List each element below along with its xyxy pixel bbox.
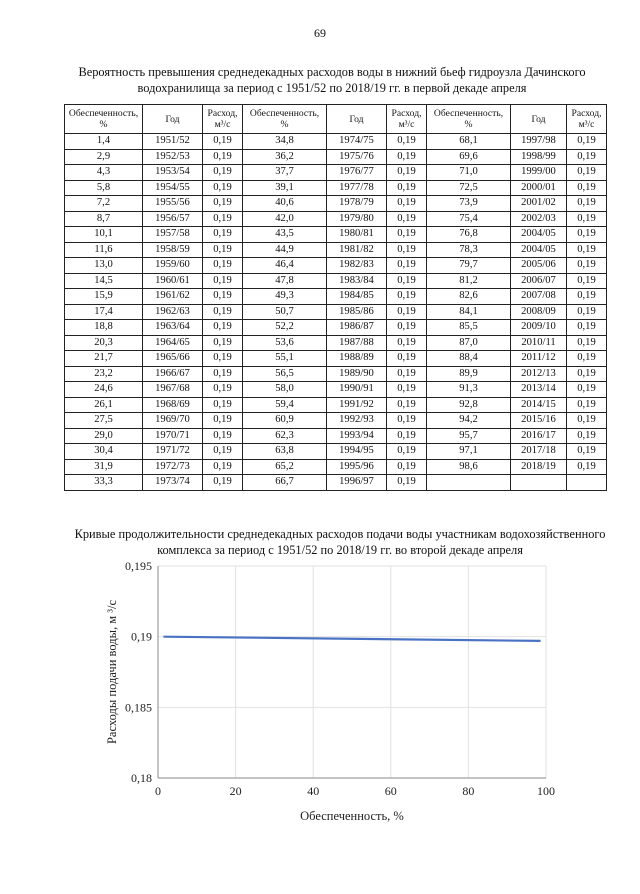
table-cell: 1982/83	[327, 258, 387, 274]
table-cell: 26,1	[65, 397, 143, 413]
table-cell: 2004/05	[511, 242, 567, 258]
y-tick-label: 0,18	[131, 771, 152, 785]
table-cell: 0,19	[387, 211, 427, 227]
table-cell: 0,19	[567, 134, 607, 150]
table-cell: 0,19	[203, 351, 243, 367]
table-row	[65, 289, 607, 305]
table-row	[65, 397, 607, 413]
table-cell: 0,19	[387, 459, 427, 475]
table-cell: 1978/79	[327, 196, 387, 212]
table-cell: 69,6	[427, 149, 511, 165]
table-cell: 0,19	[387, 149, 427, 165]
table-cell: 0,19	[567, 382, 607, 398]
table-cell: 1966/67	[143, 366, 203, 382]
table-cell: 52,2	[243, 320, 327, 336]
table-cell: 1972/73	[143, 459, 203, 475]
table-cell: 21,7	[65, 351, 143, 367]
table-cell: 2017/18	[511, 444, 567, 460]
table-row	[65, 273, 607, 289]
table-cell: 2000/01	[511, 180, 567, 196]
column-header: Год	[511, 105, 567, 134]
table-cell: 2006/07	[511, 273, 567, 289]
table-cell: 1960/61	[143, 273, 203, 289]
table-cell: 84,1	[427, 304, 511, 320]
table-cell: 2011/12	[511, 351, 567, 367]
table-cell: 0,19	[567, 320, 607, 336]
table-cell: 0,19	[387, 289, 427, 305]
table-row	[65, 382, 607, 398]
table-cell: 87,0	[427, 335, 511, 351]
table-cell: 29,0	[65, 428, 143, 444]
table-cell: 75,4	[427, 211, 511, 227]
table-cell: 1981/82	[327, 242, 387, 258]
table-cell: 1997/98	[511, 134, 567, 150]
table-cell: 39,1	[243, 180, 327, 196]
table-cell: 30,4	[65, 444, 143, 460]
table-cell: 17,4	[65, 304, 143, 320]
table-cell: 0,19	[203, 413, 243, 429]
table-cell: 94,2	[427, 413, 511, 429]
table-cell: 0,19	[203, 475, 243, 491]
table-cell: 1983/84	[327, 273, 387, 289]
table-cell: 2009/10	[511, 320, 567, 336]
table-cell: 0,19	[567, 196, 607, 212]
table-cell: 1988/89	[327, 351, 387, 367]
column-header: Расход, м³/с	[567, 105, 607, 134]
table-cell: 2002/03	[511, 211, 567, 227]
table-cell: 1970/71	[143, 428, 203, 444]
table-cell: 1954/55	[143, 180, 203, 196]
y-axis-label: Расходы подачи воды, м ³/с	[105, 599, 119, 745]
table-row	[65, 242, 607, 258]
table-cell: 1962/63	[143, 304, 203, 320]
table-cell: 82,6	[427, 289, 511, 305]
table-cell: 0,19	[387, 273, 427, 289]
table-cell: 40,6	[243, 196, 327, 212]
column-header: Год	[143, 105, 203, 134]
x-tick-label: 20	[229, 784, 242, 798]
table-cell: 8,7	[65, 211, 143, 227]
y-tick-label: 0,185	[125, 700, 152, 715]
table-cell: 89,9	[427, 366, 511, 382]
table-cell: 97,1	[427, 444, 511, 460]
table-cell: 0,19	[387, 335, 427, 351]
table-cell: 0,19	[203, 289, 243, 305]
table-row	[65, 149, 607, 165]
table-cell: 1993/94	[327, 428, 387, 444]
table-cell: 1957/58	[143, 227, 203, 243]
table-cell: 1976/77	[327, 165, 387, 181]
table-cell: 1974/75	[327, 134, 387, 150]
table-cell: 91,3	[427, 382, 511, 398]
x-tick-label: 80	[462, 784, 475, 798]
table-cell: 0,19	[567, 351, 607, 367]
table-cell: 0,19	[567, 413, 607, 429]
table-row	[65, 165, 607, 181]
table-cell: 10,1	[65, 227, 143, 243]
table-cell: 0,19	[387, 165, 427, 181]
table-row	[65, 366, 607, 382]
table-cell: 36,2	[243, 149, 327, 165]
table-cell: 0,19	[203, 335, 243, 351]
table-cell: 56,5	[243, 366, 327, 382]
table-cell: 0,19	[387, 258, 427, 274]
table-cell: 0,19	[387, 413, 427, 429]
table-cell: 0,19	[203, 320, 243, 336]
table-cell: 0,19	[387, 444, 427, 460]
table-cell: 62,3	[243, 428, 327, 444]
table-cell: 1956/57	[143, 211, 203, 227]
table-cell: 0,19	[387, 428, 427, 444]
table-cell: 72,5	[427, 180, 511, 196]
table-cell: 1979/80	[327, 211, 387, 227]
table-cell: 27,5	[65, 413, 143, 429]
table-cell: 0,19	[387, 304, 427, 320]
table-row	[65, 335, 607, 351]
table-row	[65, 413, 607, 429]
table-cell: 47,8	[243, 273, 327, 289]
table-cell: 1953/54	[143, 165, 203, 181]
y-tick-label: 0,19	[131, 629, 152, 644]
table-cell: 50,7	[243, 304, 327, 320]
table-cell: 2012/13	[511, 366, 567, 382]
table-cell: 1995/96	[327, 459, 387, 475]
table-cell: 2013/14	[511, 382, 567, 398]
table-cell: 1964/65	[143, 335, 203, 351]
table-cell: 37,7	[243, 165, 327, 181]
table-cell: 1975/76	[327, 149, 387, 165]
table-row	[65, 459, 607, 475]
table-cell: 76,8	[427, 227, 511, 243]
table-title: Вероятность превышения среднедекадных расходов воды в нижний бьеф гидроузла Дачинского водохранилища за период с 1951/52 по 2018/19 гг. в первой декаде апреля	[78, 65, 586, 95]
x-axis-label: Обеспеченность, %	[300, 809, 404, 823]
table-cell: 20,3	[65, 335, 143, 351]
table-cell: 18,8	[65, 320, 143, 336]
table-cell: 0,19	[203, 165, 243, 181]
table-cell: 0,19	[387, 134, 427, 150]
table-cell: 2018/19	[511, 459, 567, 475]
table-cell: 55,1	[243, 351, 327, 367]
table-cell: 1958/59	[143, 242, 203, 258]
table-cell: 0,19	[567, 227, 607, 243]
table-cell: 98,6	[427, 459, 511, 475]
table-cell: 0,19	[567, 258, 607, 274]
table-row	[65, 196, 607, 212]
table-cell: 0,19	[203, 242, 243, 258]
table-cell: 2010/11	[511, 335, 567, 351]
page-number: 69	[314, 26, 326, 40]
table-cell: 0,19	[387, 196, 427, 212]
table-cell: 0,19	[203, 196, 243, 212]
column-header: Расход, м³/с	[387, 105, 427, 134]
table-row	[65, 134, 607, 150]
table-cell: 1986/87	[327, 320, 387, 336]
table-cell: 0,19	[203, 258, 243, 274]
table-cell: 1977/78	[327, 180, 387, 196]
table-cell: 79,7	[427, 258, 511, 274]
table-cell: 2004/05	[511, 227, 567, 243]
table-row	[65, 320, 607, 336]
table-cell	[511, 475, 567, 491]
column-header: Расход, м³/с	[203, 105, 243, 134]
column-header: Год	[327, 105, 387, 134]
table-cell: 0,19	[387, 351, 427, 367]
table-cell: 2,9	[65, 149, 143, 165]
table-cell: 0,19	[203, 149, 243, 165]
x-tick-label: 0	[155, 784, 161, 798]
table-cell: 1968/69	[143, 397, 203, 413]
table-cell: 0,19	[567, 273, 607, 289]
table-cell	[427, 475, 511, 491]
table-cell: 78,3	[427, 242, 511, 258]
table-cell: 1951/52	[143, 134, 203, 150]
table-cell: 63,8	[243, 444, 327, 460]
table-cell: 0,19	[387, 382, 427, 398]
series-line	[163, 637, 540, 641]
table-cell: 0,19	[567, 180, 607, 196]
table-cell: 0,19	[387, 320, 427, 336]
table-cell: 0,19	[567, 165, 607, 181]
table-cell: 2016/17	[511, 428, 567, 444]
table-header-row	[65, 105, 607, 134]
table-cell: 23,2	[65, 366, 143, 382]
table-cell: 24,6	[65, 382, 143, 398]
table-cell: 73,9	[427, 196, 511, 212]
y-tick-label: 0,195	[125, 559, 152, 573]
table-cell: 5,8	[65, 180, 143, 196]
table-cell: 0,19	[203, 366, 243, 382]
table-cell: 81,2	[427, 273, 511, 289]
table-cell: 1961/62	[143, 289, 203, 305]
table-cell: 0,19	[203, 180, 243, 196]
table-cell: 14,5	[65, 273, 143, 289]
table-cell: 1992/93	[327, 413, 387, 429]
table-cell: 0,19	[387, 227, 427, 243]
table-cell: 0,19	[203, 134, 243, 150]
table-cell: 0,19	[567, 149, 607, 165]
table-cell: 15,9	[65, 289, 143, 305]
table-cell: 68,1	[427, 134, 511, 150]
table-cell: 42,0	[243, 211, 327, 227]
probability-table	[64, 104, 607, 491]
table-row	[65, 444, 607, 460]
table-cell: 33,3	[65, 475, 143, 491]
table-cell: 1991/92	[327, 397, 387, 413]
table-cell: 44,9	[243, 242, 327, 258]
table-cell: 1969/70	[143, 413, 203, 429]
table-row	[65, 475, 607, 491]
table-cell: 49,3	[243, 289, 327, 305]
table-cell: 2005/06	[511, 258, 567, 274]
table-cell: 0,19	[203, 273, 243, 289]
table-cell: 31,9	[65, 459, 143, 475]
table-cell: 71,0	[427, 165, 511, 181]
table-cell: 0,19	[567, 428, 607, 444]
table-cell: 1973/74	[143, 475, 203, 491]
table-cell: 1963/64	[143, 320, 203, 336]
table-row	[65, 304, 607, 320]
table-cell	[567, 475, 607, 491]
column-header: Обеспеченность, %	[65, 105, 143, 134]
table-cell: 59,4	[243, 397, 327, 413]
table-cell: 58,0	[243, 382, 327, 398]
table-cell: 2001/02	[511, 196, 567, 212]
table-cell: 1971/72	[143, 444, 203, 460]
x-tick-label: 40	[307, 784, 320, 798]
table-cell: 0,19	[203, 211, 243, 227]
table-cell: 0,19	[567, 289, 607, 305]
table-cell: 0,19	[567, 335, 607, 351]
table-cell: 85,5	[427, 320, 511, 336]
table-cell: 0,19	[203, 459, 243, 475]
table-cell: 2014/15	[511, 397, 567, 413]
table-cell: 13,0	[65, 258, 143, 274]
table-cell: 0,19	[203, 382, 243, 398]
table-cell: 0,19	[387, 397, 427, 413]
table-cell: 0,19	[567, 459, 607, 475]
column-header: Обеспеченность, %	[427, 105, 511, 134]
table-cell: 2007/08	[511, 289, 567, 305]
chart-title: Кривые продолжительности среднедекадных расходов подачи воды участникам водохозяйственного комплекса за период с 1951/52 по 2018/19 гг. во второй декаде апреля	[74, 527, 606, 557]
table-cell: 1989/90	[327, 366, 387, 382]
table-cell: 46,4	[243, 258, 327, 274]
table-cell: 1952/53	[143, 149, 203, 165]
table-cell: 1999/00	[511, 165, 567, 181]
table-cell: 0,19	[387, 242, 427, 258]
table-cell: 0,19	[567, 366, 607, 382]
table-cell: 0,19	[203, 444, 243, 460]
table-cell: 1,4	[65, 134, 143, 150]
table-cell: 0,19	[203, 227, 243, 243]
table-cell: 0,19	[567, 304, 607, 320]
table-cell: 88,4	[427, 351, 511, 367]
table-cell: 1959/60	[143, 258, 203, 274]
table-cell: 0,19	[567, 397, 607, 413]
table-cell: 0,19	[203, 397, 243, 413]
table-row	[65, 428, 607, 444]
table-body	[65, 134, 607, 491]
table-cell: 1998/99	[511, 149, 567, 165]
table-cell: 1985/86	[327, 304, 387, 320]
table-cell: 0,19	[387, 366, 427, 382]
table-cell: 0,19	[567, 444, 607, 460]
table-cell: 1965/66	[143, 351, 203, 367]
table-cell: 1955/56	[143, 196, 203, 212]
table-cell: 7,2	[65, 196, 143, 212]
column-header: Обеспеченность, %	[243, 105, 327, 134]
table-cell: 4,3	[65, 165, 143, 181]
table-cell: 0,19	[203, 304, 243, 320]
table-cell: 2008/09	[511, 304, 567, 320]
table-row	[65, 211, 607, 227]
table-cell: 1990/91	[327, 382, 387, 398]
table-cell: 11,6	[65, 242, 143, 258]
x-tick-label: 100	[537, 784, 555, 798]
table-cell: 34,8	[243, 134, 327, 150]
table-cell: 0,19	[567, 211, 607, 227]
table-row	[65, 180, 607, 196]
table-row	[65, 258, 607, 274]
table-cell: 0,19	[387, 180, 427, 196]
table-cell: 1994/95	[327, 444, 387, 460]
table-cell: 1987/88	[327, 335, 387, 351]
table-cell: 43,5	[243, 227, 327, 243]
table-cell: 1967/68	[143, 382, 203, 398]
table-cell: 60,9	[243, 413, 327, 429]
table-cell: 2015/16	[511, 413, 567, 429]
table-cell: 95,7	[427, 428, 511, 444]
table-row	[65, 227, 607, 243]
duration-curve-chart	[90, 556, 570, 826]
table-cell: 0,19	[567, 242, 607, 258]
table-cell: 65,2	[243, 459, 327, 475]
x-tick-label: 60	[384, 784, 397, 798]
table-cell: 0,19	[387, 475, 427, 491]
table-cell: 1984/85	[327, 289, 387, 305]
table-cell: 92,8	[427, 397, 511, 413]
table-cell: 66,7	[243, 475, 327, 491]
table-cell: 1980/81	[327, 227, 387, 243]
table-cell: 0,19	[203, 428, 243, 444]
table-cell: 1996/97	[327, 475, 387, 491]
table-row	[65, 351, 607, 367]
table-cell: 53,6	[243, 335, 327, 351]
